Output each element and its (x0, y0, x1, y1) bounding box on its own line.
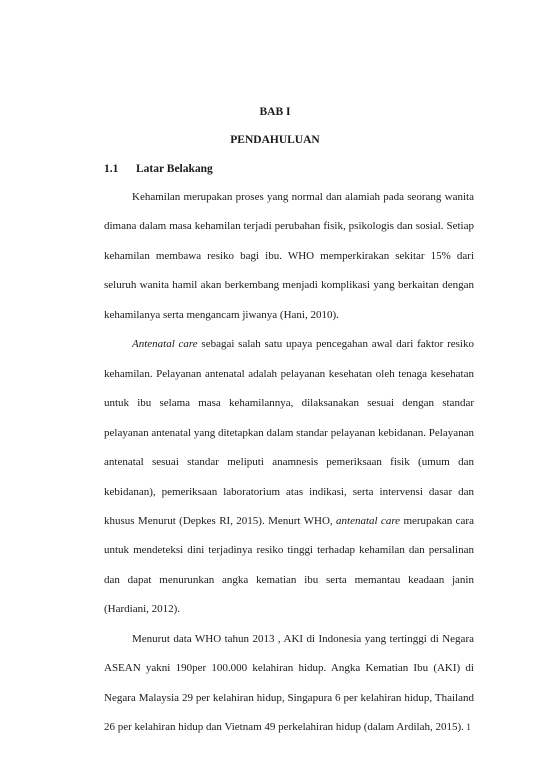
paragraph-2-text-a: sebagai salah satu upaya pencegahan awal dari faktor resiko kehamilan. Pelayanan antenatal adalah pelayanan kesehatan oleh tenaga kesehatan untuk ibu selama masa kehamilannya, dilaksanakan sesuai dengan standar pelayanan antenatal yang ditetapkan dalam standar pelayanan kebidanan. Pelayanan antenatal sesuai standar meliputi anamnesis pemeriksaan fisik (umum dan kebidanan), pemeriksaan laboratorium atas indikasi, serta intervensi dasar dan khusus Menurut (Depkes RI, 2015). Menurt WHO, (104, 338, 474, 527)
italic-term: Antenatal care (132, 338, 198, 351)
paragraph-2-text-b: merupakan cara untuk mendeteksi dini terjadinya resiko tinggi terhadap kehamilan dan persalinan dan dapat menurunkan angka kematian ibu serta memantau keadaan janin (Hardiani, 2012). (104, 514, 474, 616)
section-number: 1.1 (104, 163, 119, 175)
section-heading (104, 163, 213, 175)
chapter-title: PENDAHULUAN (230, 134, 320, 146)
section-title: Latar Belakang (136, 163, 213, 175)
paragraph-1: Kehamilan merupakan proses yang normal dan alamiah pada seorang wanita dimana dalam masa kehamilan terjadi perubahan fisik, psikologis dan sosial. Setiap kehamilan membawa resiko bagi ibu. WHO memperkirakan sekitar 15% dari seluruh wanita hamil akan berkembang menjadi komplikasi yang berkaitan dengan kehamilanya serta mengancam jiwanya (Hani, 2010). (104, 191, 474, 321)
page-number: 1 (466, 723, 471, 733)
italic-term: antenatal care (336, 514, 401, 527)
body-text (104, 183, 474, 743)
chapter-label: BAB I (259, 106, 291, 118)
paragraph-3: Menurut data WHO tahun 2013 , AKI di Indonesia yang tertinggi di Negara ASEAN yakni 190per 100.000 kelahiran hidup. Angka Kematian Ibu (AKI) di Negara Malaysia 29 per kelahiran hidup, Singapura 6 per kelahiran hidup, Thailand 26 per kelahiran hidup dan Vietnam 49 perkelahiran hidup (dalam Ardilah, 2015). (104, 632, 474, 734)
paragraph-2 (104, 330, 474, 625)
